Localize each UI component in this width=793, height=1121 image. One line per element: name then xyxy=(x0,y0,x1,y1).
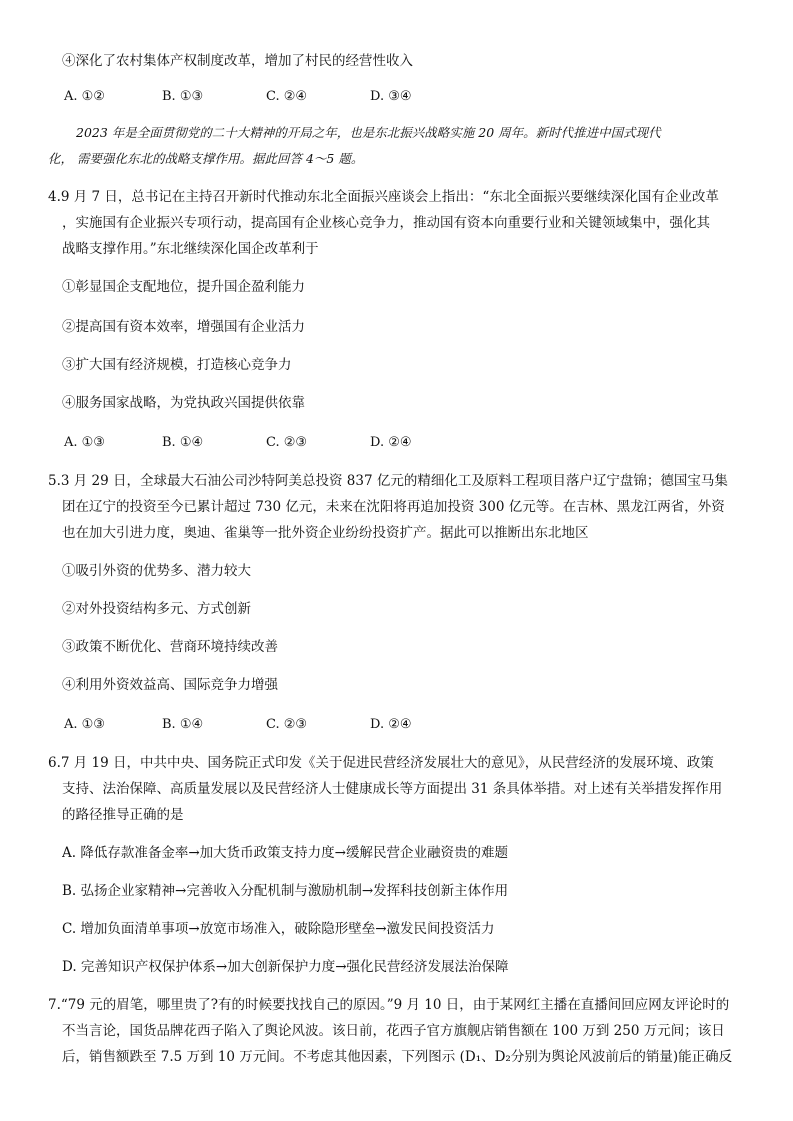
q6-option-b: B. 弘扬企业家精神→完善收入分配机制与激励机制→发挥科技创新主体作用 xyxy=(62,883,509,899)
q3-choice-a: A. ①② xyxy=(64,89,105,104)
q7-stem-line-2: 不当言论，国货品牌花西子陷入了舆论风波。该日前，花西子官方旗舰店销售额在 100 万到 250 万元间；该日 xyxy=(62,1023,725,1039)
q5-choice-c: C. ②③ xyxy=(266,717,308,732)
q4-choice-b: B. ①④ xyxy=(162,435,204,450)
q6-stem-line-3: 的路径推导正确的是 xyxy=(62,807,184,823)
q4-choice-a: A. ①③ xyxy=(64,435,105,450)
q4-choices xyxy=(64,434,624,452)
q3-choice-c: C. ②④ xyxy=(266,89,308,104)
q3-option-4: ④深化了农村集体产权制度改革，增加了村民的经营性收入 xyxy=(62,53,413,69)
q6-option-d: D. 完善知识产权保护体系→加大创新保护力度→强化民营经济发展法治保障 xyxy=(62,959,509,975)
q4-option-4: ④服务国家战略，为党执政兴国提供依靠 xyxy=(62,395,305,411)
q5-option-3: ③政策不断优化、营商环境持续改善 xyxy=(62,639,278,655)
q5-choices xyxy=(64,716,624,734)
q6-stem-line-2: 支持、法治保障、高质量发展以及民营经济人士健康成长等方面提出 31 条具体举措。对上述有关举措发挥作用 xyxy=(62,781,723,797)
q4-option-3: ③扩大国有经济规模，打造核心竞争力 xyxy=(62,357,292,373)
q6-option-a: A. 降低存款准备金率→加大货币政策支持力度→缓解民营企业融资贵的难题 xyxy=(62,845,508,861)
q5-option-2: ②对外投资结构多元、方式创新 xyxy=(62,601,251,617)
q5-option-4: ④利用外资效益高、国际竞争力增强 xyxy=(62,677,278,693)
q3-choice-b: B. ①③ xyxy=(162,89,204,104)
q4-choice-c: C. ②③ xyxy=(266,435,308,450)
q5-choice-b: B. ①④ xyxy=(162,717,204,732)
passage-line-2: 化， 需要强化东北的战略支撑作用。据此回答 4～5 题。 xyxy=(48,151,364,166)
q4-option-2: ②提高国有资本效率，增强国有企业活力 xyxy=(62,319,305,335)
q4-stem-line-1: 4.9 月 7 日，总书记在主持召开新时代推动东北全面振兴座谈会上指出：“东北全面振兴要继续深化国有企业改革 xyxy=(48,189,719,205)
q3-choices xyxy=(64,88,624,106)
q5-choice-a: A. ①③ xyxy=(64,717,105,732)
q6-option-c: C. 增加负面清单事项→放宽市场准入，破除隐形壁垒→激发民间投资活力 xyxy=(62,921,495,937)
q4-choice-d: D. ②④ xyxy=(370,435,412,450)
q3-choice-d: D. ③④ xyxy=(370,89,412,104)
q7-stem-line-1: 7.“79 元的眉笔，哪里贵了?有的时候要找找自己的原因。”9 月 10 日，由于某网红主播在直播间回应网友评论时的 xyxy=(48,997,730,1013)
q4-option-1: ①彰显国企支配地位，提升国企盈利能力 xyxy=(62,279,305,295)
q5-stem-line-2: 团在辽宁的投资至今已累计超过 730 亿元，未来在沈阳将再追加投资 300 亿元等。在吉林、黑龙江两省，外资 xyxy=(62,499,725,515)
q7-stem-line-3: 后，销售额跌至 7.5 万到 10 万元间。不考虑其他因素，下列图示 (D₁、D₂分别为舆论风波前后的销量)能正确反 xyxy=(62,1049,733,1065)
passage-line-1: 2023 年是全面贯彻党的二十大精神的开局之年，也是东北振兴战略实施 20 周年。新时代推进中国式现代 xyxy=(76,125,661,140)
q6-stem-line-1: 6.7 月 19 日，中共中央、国务院正式印发《关于促进民营经济发展壮大的意见》，从民营经济的发展环境、政策 xyxy=(48,755,714,771)
q5-choice-d: D. ②④ xyxy=(370,717,412,732)
q4-stem-line-3: 战略支撑作用。”东北继续深化国企改革利于 xyxy=(62,241,319,257)
q4-stem-line-2: ，实施国有企业振兴专项行动，提高国有企业核心竞争力，推动国有资本向重要行业和关键领域集中，强化其 xyxy=(62,215,710,231)
q5-stem-line-3: 也在加大引进力度，奥迪、雀巢等一批外资企业纷纷投资扩产。据此可以推断出东北地区 xyxy=(62,525,589,541)
q5-stem-line-1: 5.3 月 29 日，全球最大石油公司沙特阿美总投资 837 亿元的精细化工及原料工程项目落户辽宁盘锦；德国宝马集 xyxy=(48,473,728,489)
q5-option-1: ①吸引外资的优势多、潜力较大 xyxy=(62,563,251,579)
